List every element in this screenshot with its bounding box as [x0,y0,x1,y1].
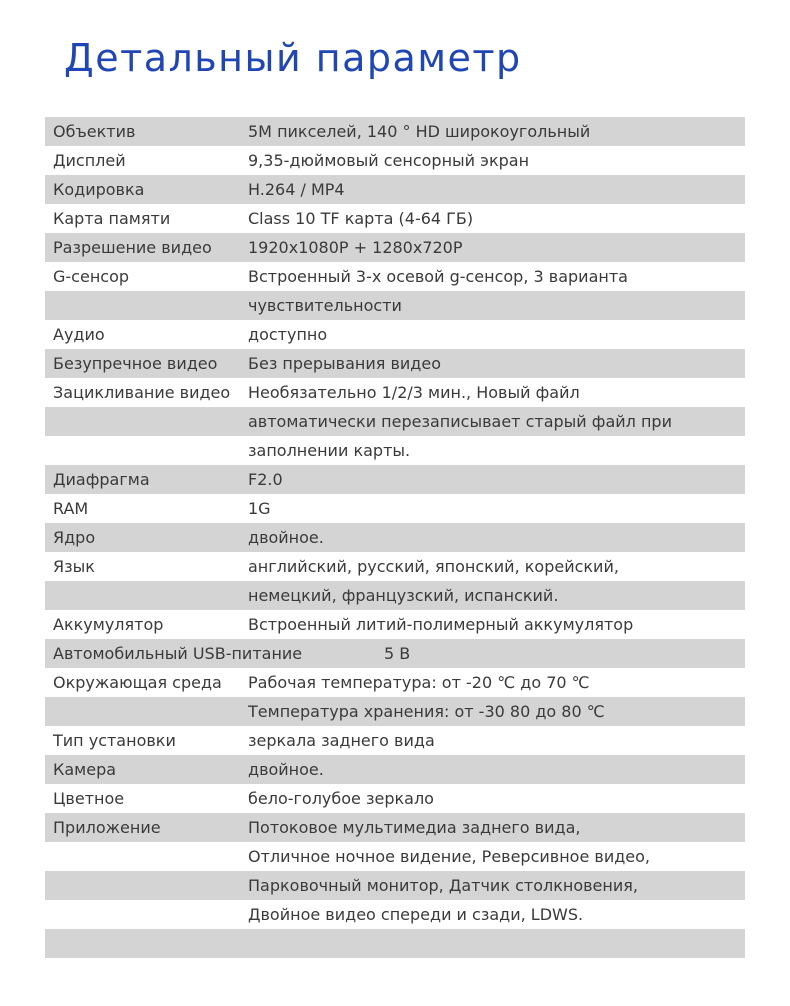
row-label: Автомобильный USB-питание [53,644,303,663]
row-label: Тип установки [53,731,176,750]
table-row [45,291,745,320]
row-value: заполнении карты. [248,441,411,460]
table-row [45,726,745,755]
row-value: двойное. [248,528,324,547]
row-value: Встроенный 3-х осевой g-сенсор, 3 варианта [248,267,628,286]
table-row [45,204,745,233]
page-title: Детальный параметр [64,36,522,80]
row-value: английский, русский, японский, корейский, [248,557,619,576]
row-label: Безупречное видео [53,354,218,373]
row-value: Двойное видео спереди и сзади, LDWS. [248,905,584,924]
row-label: Разрешение видео [53,238,212,257]
row-value: доступно [248,325,328,344]
table-row [45,784,745,813]
table-row [45,842,745,871]
row-value: 5M пикселей, 140 ° HD широкоугольный [248,122,591,141]
row-value: зеркала заднего вида [248,731,435,750]
table-row [45,900,745,929]
row-value: Без прерывания видео [248,354,441,373]
table-row [45,175,745,204]
row-value: 5 В [384,644,411,663]
table-row [45,494,745,523]
row-value: H.264 / MP4 [248,180,345,199]
row-label: Окружающая среда [53,673,222,692]
row-value: 1920x1080P + 1280x720P [248,238,463,257]
table-row [45,697,745,726]
row-value: Class 10 TF карта (4-64 ГБ) [248,209,474,228]
table-row [45,407,745,436]
row-value: Парковочный монитор, Датчик столкновения, [248,876,638,895]
table-row [45,610,745,639]
table-row [45,668,745,697]
row-value: бело-голубое зеркало [248,789,434,808]
table-row [45,639,745,668]
row-label: RAM [53,499,89,518]
row-value: автоматически перезаписывает старый файл при [248,412,672,431]
table-row [45,929,745,958]
table-row [45,378,745,407]
table-row [45,349,745,378]
row-value: 1G [248,499,271,518]
row-label: Кодировка [53,180,145,199]
table-row [45,581,745,610]
row-label: Язык [53,557,95,576]
row-label: Зацикливание видео [53,383,231,402]
row-value: Температура хранения: от -30 80 до 80 ℃ [248,702,605,721]
table-row [45,523,745,552]
row-label: Ядро [53,528,96,547]
row-label: Объектив [53,122,136,141]
table-row [45,233,745,262]
spec-table [45,117,745,958]
row-value: Потоковое мультимедиа заднего вида, [248,818,581,837]
row-value: чувствительности [248,296,402,315]
row-value: немецкий, французский, испанский. [248,586,559,605]
row-value: Необязательно 1/2/3 мин., Новый файл [248,383,580,402]
table-row [45,813,745,842]
table-row [45,320,745,349]
row-label: G-сенсор [53,267,130,286]
row-label: Камера [53,760,117,779]
row-label: Карта памяти [53,209,171,228]
row-label: Диафрагма [53,470,150,489]
table-row [45,465,745,494]
row-label: Аудио [53,325,105,344]
row-label: Дисплей [53,151,126,170]
table-row [45,552,745,581]
table-row [45,117,745,146]
row-label: Приложение [53,818,161,837]
table-row [45,755,745,784]
row-value: двойное. [248,760,324,779]
row-value: 9,35-дюймовый сенсорный экран [248,151,530,170]
table-row [45,146,745,175]
row-value: Рабочая температура: от -20 ℃ до 70 ℃ [248,673,590,692]
row-value: Встроенный литий-полимерный аккумулятор [248,615,634,634]
row-label: Цветное [53,789,125,808]
row-label: Аккумулятор [53,615,164,634]
table-row [45,436,745,465]
table-row [45,262,745,291]
table-row [45,871,745,900]
row-value: F2.0 [248,470,283,489]
row-value: Отличное ночное видение, Реверсивное видео, [248,847,650,866]
